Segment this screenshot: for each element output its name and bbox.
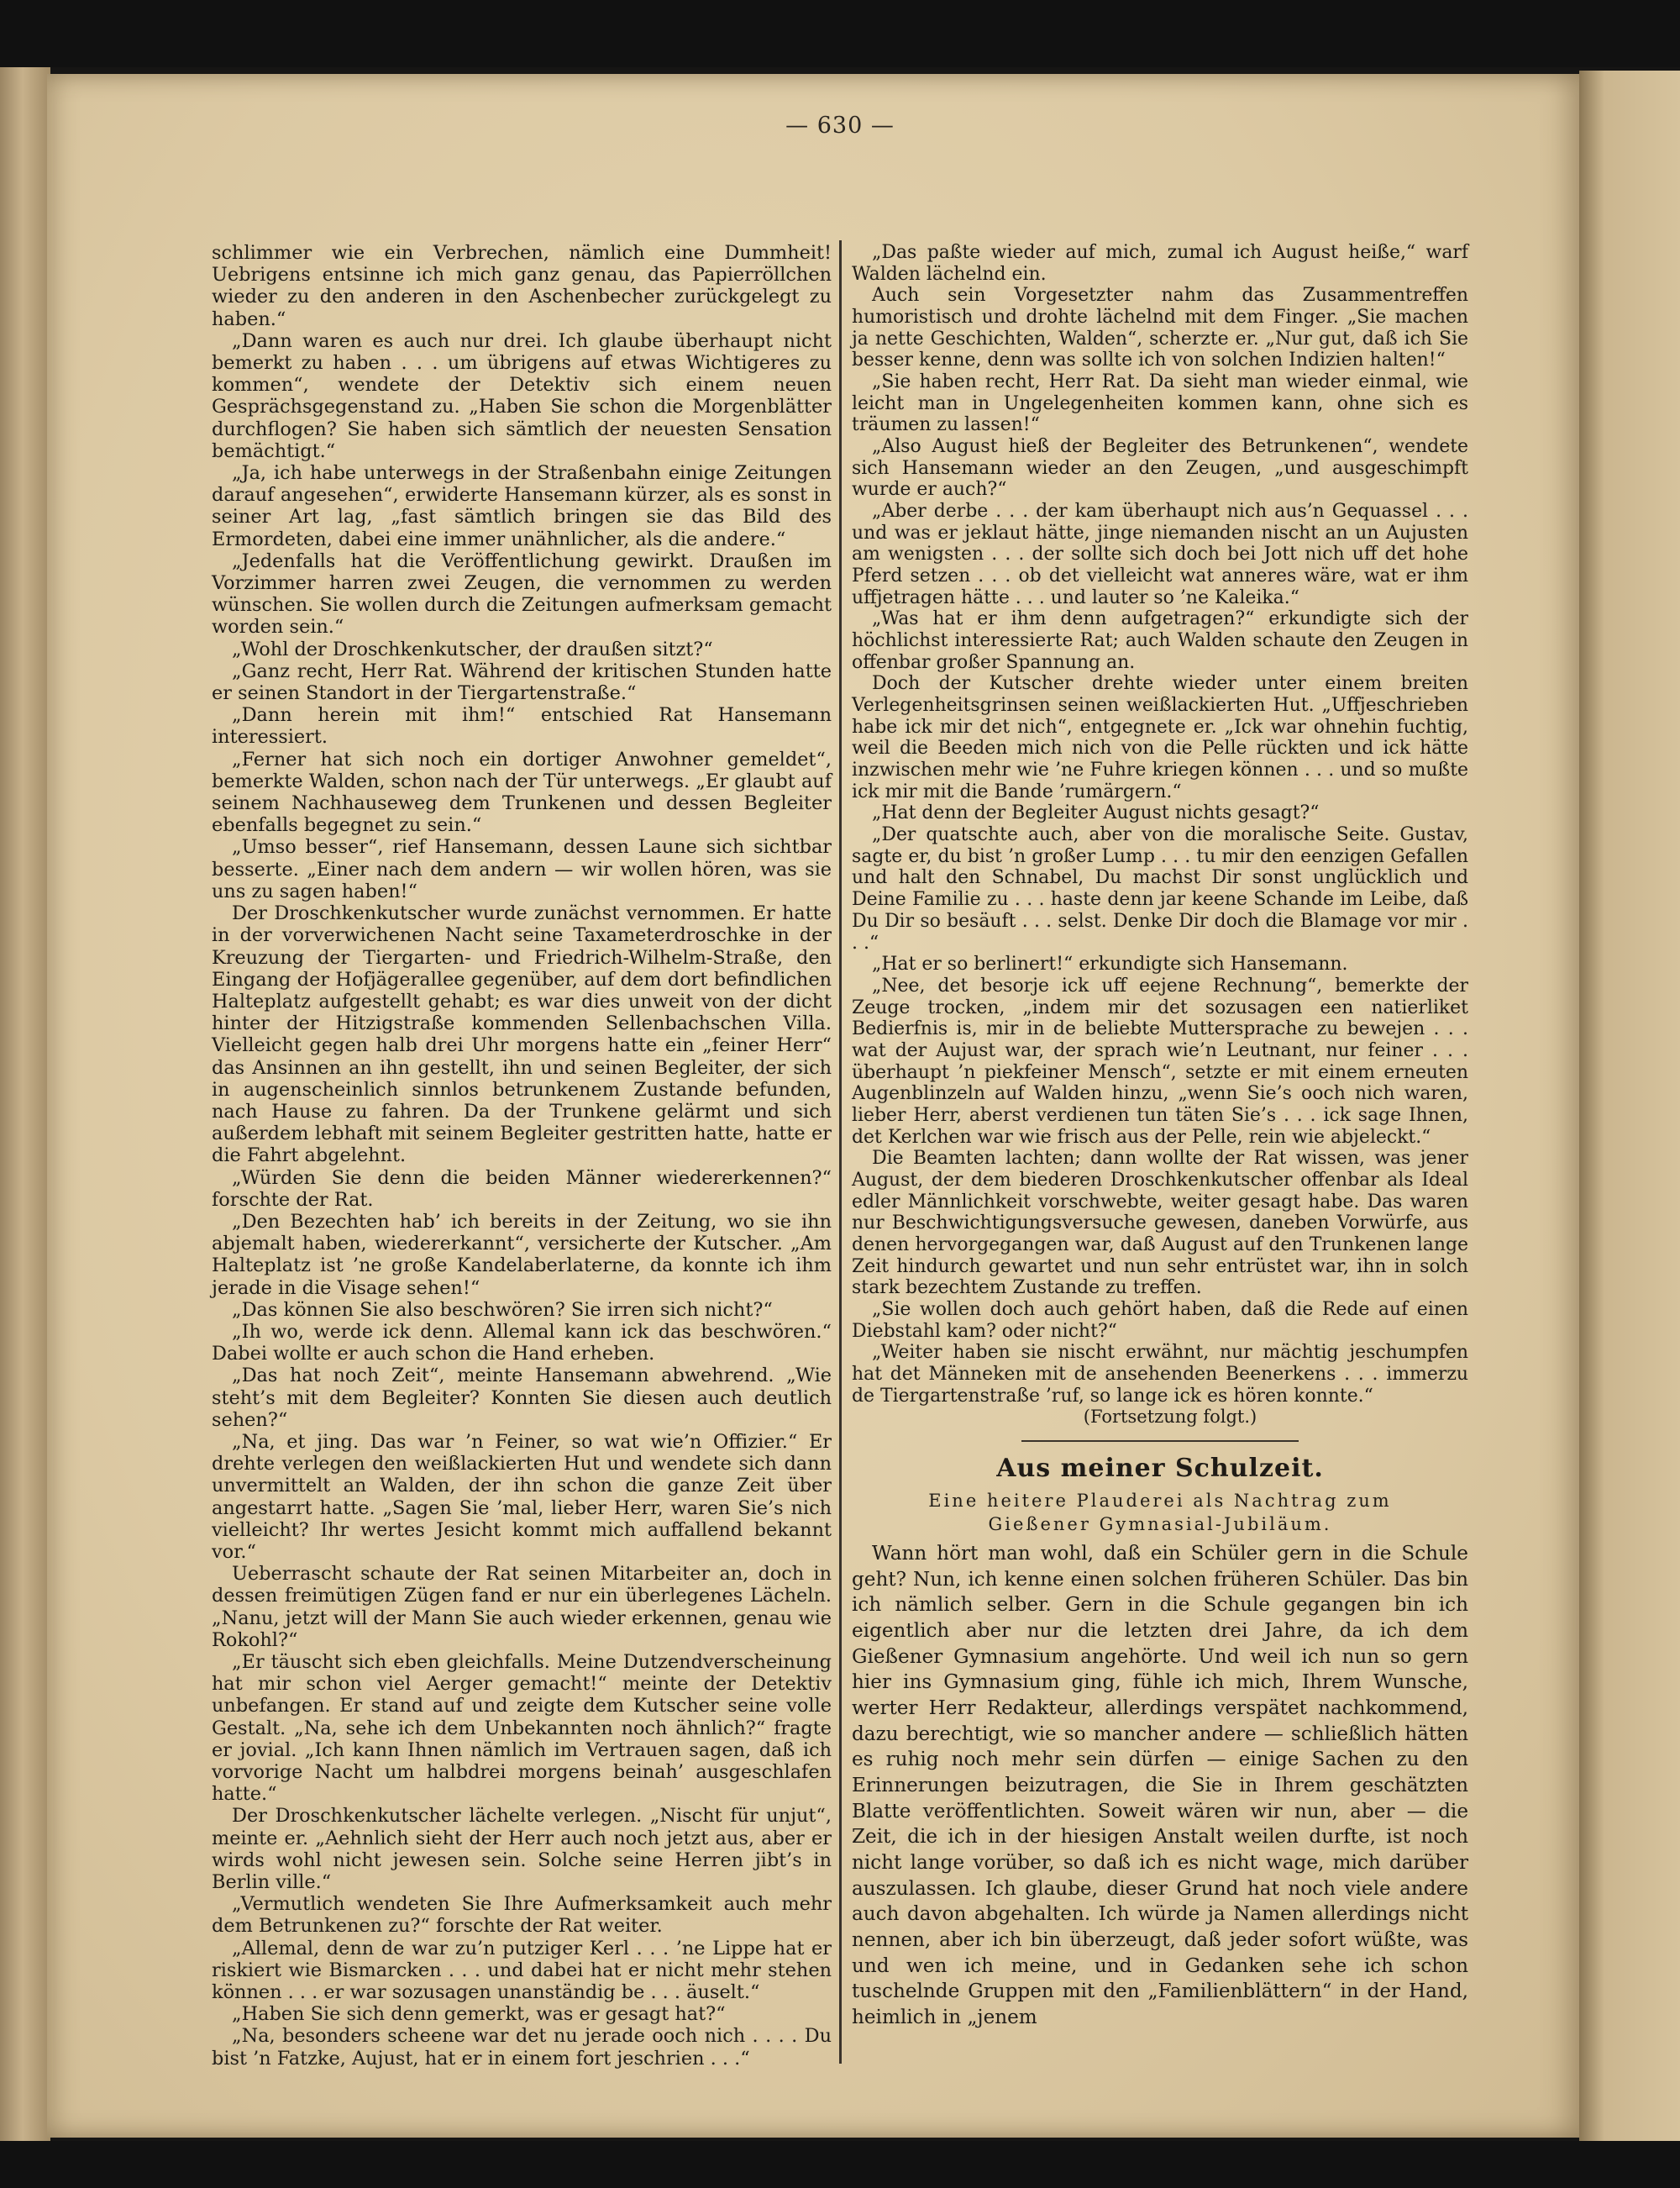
paragraph: Der Droschkenkutscher lächelte verlegen. „Nischt für unjut“, meinte er. „Aehnlich sieht der Herr auch noch jetzt aus, aber er wirds wohl nicht jewesen sein. Solche seine Herren jibt’s in Berlin ville.“	[212, 1805, 832, 1894]
story-continuation	[852, 242, 1468, 1407]
article-title: Aus meiner Schulzeit.	[996, 1453, 1324, 1483]
paragraph: „Weiter haben sie nischt erwähnt, nur mächtig jeschumpfen hat det Männeken mit de ansehenden Beenerkens . . . immerzu de Tiergartenstraße ’ruf, so lange ick es hören konnte.“	[852, 1342, 1468, 1407]
continuation-note: (Fortsetzung folgt.)	[1083, 1407, 1257, 1428]
paragraph: Ueberrascht schaute der Rat seinen Mitarbeiter an, doch in dessen freimütigen Zügen fand er nur ein überlegenes Lächeln. „Nanu, jetzt will der Mann Sie auch wieder erkennen, genau wie Rokohl?“	[212, 1563, 832, 1651]
paragraph: „Das paßte wieder auf mich, zumal ich August heiße,“ warf Walden lächelnd ein.	[852, 242, 1468, 285]
article-subtitle-line-2: Gießener Gymnasial-Jubiläum.	[988, 1513, 1332, 1534]
paragraph: „Wohl der Droschkenkutscher, der draußen sitzt?“	[232, 638, 713, 660]
section-divider	[1021, 1440, 1299, 1442]
article-body: Wann hört man wohl, daß ein Schüler gern in die Schule geht? Nun, ich kenne einen solchen früheren Schüler. Das bin ich nämlich selber. Gern in die Schule gegangen bin ich eigentlich aber nur die letzten drei Jahre, da ich dem Gießener Gymnasium angehörte. Und weil ich nun so gern hier ins Gymnasium ging, fühle ich mich, Ihrem Wunsche, werter Herr Redakteur, allerdings verspätet nachkommend, dazu berechtigt, wie so mancher andere — schließlich hätten es ruhig noch mehr sein dürfen — einige Sachen zu den Erinnerungen beizutragen, die Sie in Ihrem geschätzten Blatte veröffentlichten. Soweit wären wir nun, aber — die Zeit, die ich in der hiesigen Anstalt weilen durfte, ist noch nicht lange vorüber, so daß ich es nicht wage, mich darüber auszulassen. Ich glaube, dieser Grund hat noch viele andere auch davon abgehalten. Ich würde ja Namen allerdings nicht nennen, aber ich bin überzeugt, daß jeder sofort wüßte, was und wen ich meine, und in Gedanken sehe ich schon tuschelnde Gruppen mit den „Familienblättern“ in der Hand, heimlich in „jenem	[852, 1542, 1468, 2029]
article-subtitle	[852, 1489, 1468, 1536]
article-subtitle-line-1: Eine heitere Plauderei als Nachtrag zum	[928, 1490, 1392, 1511]
scan-top-border	[0, 0, 1680, 67]
paragraph: Die Beamten lachten; dann wollte der Rat wissen, was jener August, der dem biederen Droschkenkutscher offenbar als Ideal edler Männlichkeit vorschwebte, weiter gesagt habe. Das waren nur Beschwichtigungsversuche gewesen, daneben Vorwürfe, aus denen hervorgegangen war, daß August auf den Trunkenen lange Zeit hindurch gewartet und nun sehr entrüstet war, ihn in solch stark bezechtem Zustande zu treffen.	[852, 1148, 1468, 1299]
paragraph: „Sie wollen doch auch gehört haben, daß die Rede auf einen Diebstahl kam? oder nicht?“	[852, 1298, 1468, 1342]
book-page-stack-left	[0, 67, 50, 2141]
paragraph: „Umso besser“, rief Hansemann, dessen Laune sich sichtbar besserte. „Einer nach dem andern — wir wollen hören, was sie uns zu sagen haben!“	[212, 836, 832, 902]
book-page-edge-right	[1579, 71, 1680, 2141]
paragraph: „Dann waren es auch nur drei. Ich glaube überhaupt nicht bemerkt zu haben . . . um übrigens auf etwas Wichtigeres zu kommen“, wendete der Detektiv sich einem neuen Gesprächsgegenstand zu. „Haben Sie schon die Morgenblätter durchflogen? Sie haben sich sämtlich der neuesten Sensation bemächtigt.“	[212, 329, 832, 462]
paragraph: „Jedenfalls hat die Veröffentlichung gewirkt. Draußen im Vorzimmer harren zwei Zeugen, die vernommen zu werden wünschen. Sie wollen durch die Zeitungen aufmerksam gemacht worden sein.“	[212, 550, 832, 639]
paragraph: schlimmer wie ein Verbrechen, nämlich eine Dummheit! Uebrigens entsinne ich mich ganz genau, das Papierröllchen wieder zu den anderen in den Aschenbecher zurückgelegt zu haben.“	[212, 242, 832, 330]
paragraph: „Dann herein mit ihm!“ entschied Rat Hansemann interessiert.	[212, 704, 832, 749]
paragraph: „Also August hieß der Begleiter des Betrunkenen“, wendete sich Hansemann wieder an den Zeugen, „und ausgeschimpft wurde er auch?“	[852, 436, 1468, 501]
paragraph: „Hat er so berlinert!“ erkundigte sich Hansemann.	[872, 954, 1348, 976]
paragraph: Auch sein Vorgesetzter nahm das Zusammentreffen humoristisch und drohte lächelnd mit dem Finger. „Sie machen ja nette Geschichten, Walden“, scherzte er. „Nur gut, daß ich Sie besser kenne, denn was sollte ich von solchen Indizien halten!“	[852, 285, 1468, 371]
column-divider	[839, 240, 842, 2064]
paragraph: „Sie haben recht, Herr Rat. Da sieht man wieder einmal, wie leicht man in Ungelegenheiten kommen kann, ohne sich es träumen zu lassen!“	[852, 371, 1468, 436]
paragraph: „Vermutlich wendeten Sie Ihre Aufmerksamkeit auch mehr dem Betrunkenen zu?“ forschte der Rat weiter.	[212, 1893, 832, 1938]
paragraph: „Allemal, denn de war zu’n putziger Kerl . . . ’ne Lippe hat er riskiert wie Bismarcken . . . und dabei hat er nicht mehr stehen können . . . er war sozusagen unanständig be . . . äuselt.“	[212, 1937, 832, 2004]
paragraph: „Das hat noch Zeit“, meinte Hansemann abwehrend. „Wie steht’s mit dem Begleiter? Konnten Sie diesen auch deutlich sehen?“	[212, 1365, 832, 1431]
paragraph: „Nee, det besorje ick uff eejene Rechnung“, bemerkte der Zeuge trocken, „indem mir det sozusagen een natierliket Bedierfnis is, mir in de beliebte Muttersprache zu bewejen . . . wat der Aujust war, der sprach wie’n Leutnant, nur feiner . . . überhaupt ’n piekfeiner Mensch“, setzte er mit einem erneuten Augenblinzeln auf Walden hinzu, „wenn Sie’s ooch nich waren, lieber Herr, aberst verdienen tun täten Sie’s . . . ick sage Ihnen, det Kerlchen war wie frisch aus der Pelle, rein wie abjeleckt.“	[852, 975, 1468, 1148]
paragraph: „Haben Sie sich denn gemerkt, was er gesagt hat?“	[232, 2003, 726, 2026]
paragraph: „Ferner hat sich noch ein dortiger Anwohner gemeldet“, bemerkte Walden, schon nach der Tür unterwegs. „Er glaubt auf seinem Nachhauseweg dem Trunkenen und dessen Begleiter ebenfalls begegnet zu sein.“	[212, 748, 832, 837]
paragraph: „Ja, ich habe unterwegs in der Straßenbahn einige Zeitungen darauf angesehen“, erwiderte Hansemann kürzer, als es sonst in seiner Art lag, „fast sämtlich bringen sie das Bild des Ermordeten, dabei eine immer unähnlicher, als die andere.“	[212, 462, 832, 550]
paragraph: „Ih wo, werde ick denn. Allemal kann ick das beschwören.“ Dabei wollte er auch schon die Hand erheben.	[212, 1320, 832, 1365]
paragraph: „Würden Sie denn die beiden Männer wiedererkennen?“ forschte der Rat.	[212, 1166, 832, 1211]
paragraph: Doch der Kutscher drehte wieder unter einem breiten Verlegenheitsgrinsen seinen weißlackierten Hut. „Uffjeschrieben habe ick mir det nich“, entgegnete er. „Ick war ohnehin fuchtig, weil die Beeden mich nich von die Pelle rückten und ick hätte inzwischen mehr wie ’ne Fuhre kriegen können . . . und so mußte ick mir mit die Bande ’rumärgern.“	[852, 673, 1468, 802]
paragraph: „Er täuscht sich eben gleichfalls. Meine Dutzendverscheinung hat mir schon viel Aerger gemacht!“ meinte der Detektiv unbefangen. Er stand auf und zeigte dem Kutscher seine volle Gestalt. „Na, sehe ich dem Unbekannten noch ähnlich?“ fragte er jovial. „Ich kann Ihnen nämlich im Vertrauen sagen, daß ich vorvorige Nacht um halbdrei morgens beinah’ ausgeschlafen hatte.“	[212, 1651, 832, 1806]
paragraph: „Der quatschte auch, aber von die moralische Seite. Gustav, sagte er, du bist ’n großer Lump . . . tu mir den eenzigen Gefallen und halt den Schnabel, Du machst Dir sonst unglücklich und Deine Familie zu . . . haste denn jar keene Schande im Leibe, daß Du Dir so besäuft . . . selst. Denke Dir doch die Blamage vor mir . . .“	[852, 824, 1468, 954]
page-number: — 630 —	[785, 113, 895, 139]
scan-bottom-border	[0, 2141, 1680, 2188]
paragraph: „Aber derbe . . . der kam überhaupt nich aus’n Gequassel . . . und was er jeklaut hätte, jinge niemanden nischt an un Aujusten am wenigsten . . . der sollte sich doch bei Jott nich uff det hohe Pferd setzen . . . ob det vielleicht wat anneres wäre, wat er ihm uffjetragen hätte . . . und lauter so ’ne Kaleika.“	[852, 501, 1468, 608]
paragraph: Der Droschkenkutscher wurde zunächst vernommen. Er hatte in der vorverwichenen Nacht seine Taxameterdroschke in der Kreuzung der Tiergarten- und Friedrich-Wilhelm-Straße, den Eingang der Hofjägerallee gegenüber, auf dem dort befindlichen Halteplatz aufgestellt gehabt; es war dies unweit von der dicht hinter der Hitzigstraße kommenden Sellenbachschen Villa. Vielleicht gegen halb drei Uhr morgens hatte ein „feiner Herr“ das Ansinnen an ihn gestellt, ihn und seinen Begleiter, der sich in augenscheinlich sinnlos betrunkenem Zustande befunden, nach Hause zu fahren. Da der Trunkene gelärmt und sich außerdem lebhaft mit seinem Begleiter gestritten hatte, hatte er die Fahrt abgelehnt.	[212, 902, 832, 1167]
paragraph: „Ganz recht, Herr Rat. Während der kritischen Stunden hatte er seinen Standort in der Tiergartenstraße.“	[212, 660, 832, 705]
paragraph: „Na, besonders scheene war det nu jerade ooch nich . . . . Du bist ’n Fatzke, Aujust, hat er in einem fort jeschrien . . .“	[212, 2025, 832, 2070]
paragraph: „Das können Sie also beschwören? Sie irren sich nicht?“	[232, 1298, 773, 1321]
left-column	[212, 242, 832, 2070]
paragraph: „Den Bezechten hab’ ich bereits in der Zeitung, wo sie ihn abjemalt haben, wiedererkannt“, versicherte der Kutscher. „Am Halteplatz ist ’ne große Kandelaberlaterne, da konnte ich ihm jerade in die Visage sehen!“	[212, 1210, 832, 1299]
paragraph: „Hat denn der Begleiter August nichts gesagt?“	[872, 802, 1320, 824]
paragraph: „Was hat er ihm denn aufgetragen?“ erkundigte sich der höchlichst interessierte Rat; auch Walden schaute den Zeugen in offenbar großer Spannung an.	[852, 608, 1468, 673]
paragraph: „Na, et jing. Das war ’n Feiner, so wat wie’n Offizier.“ Er drehte verlegen den weißlackierten Hut und wendete sich dann unvermittelt an Walden, der ihn schon die ganze Zeit über angestarrt hatte. „Sagen Sie ’mal, lieber Herr, waren Sie’s nich vielleicht? Ihr wertes Jesicht kommt mich auffallend bekannt vor.“	[212, 1430, 832, 1563]
right-column	[852, 242, 1468, 2031]
